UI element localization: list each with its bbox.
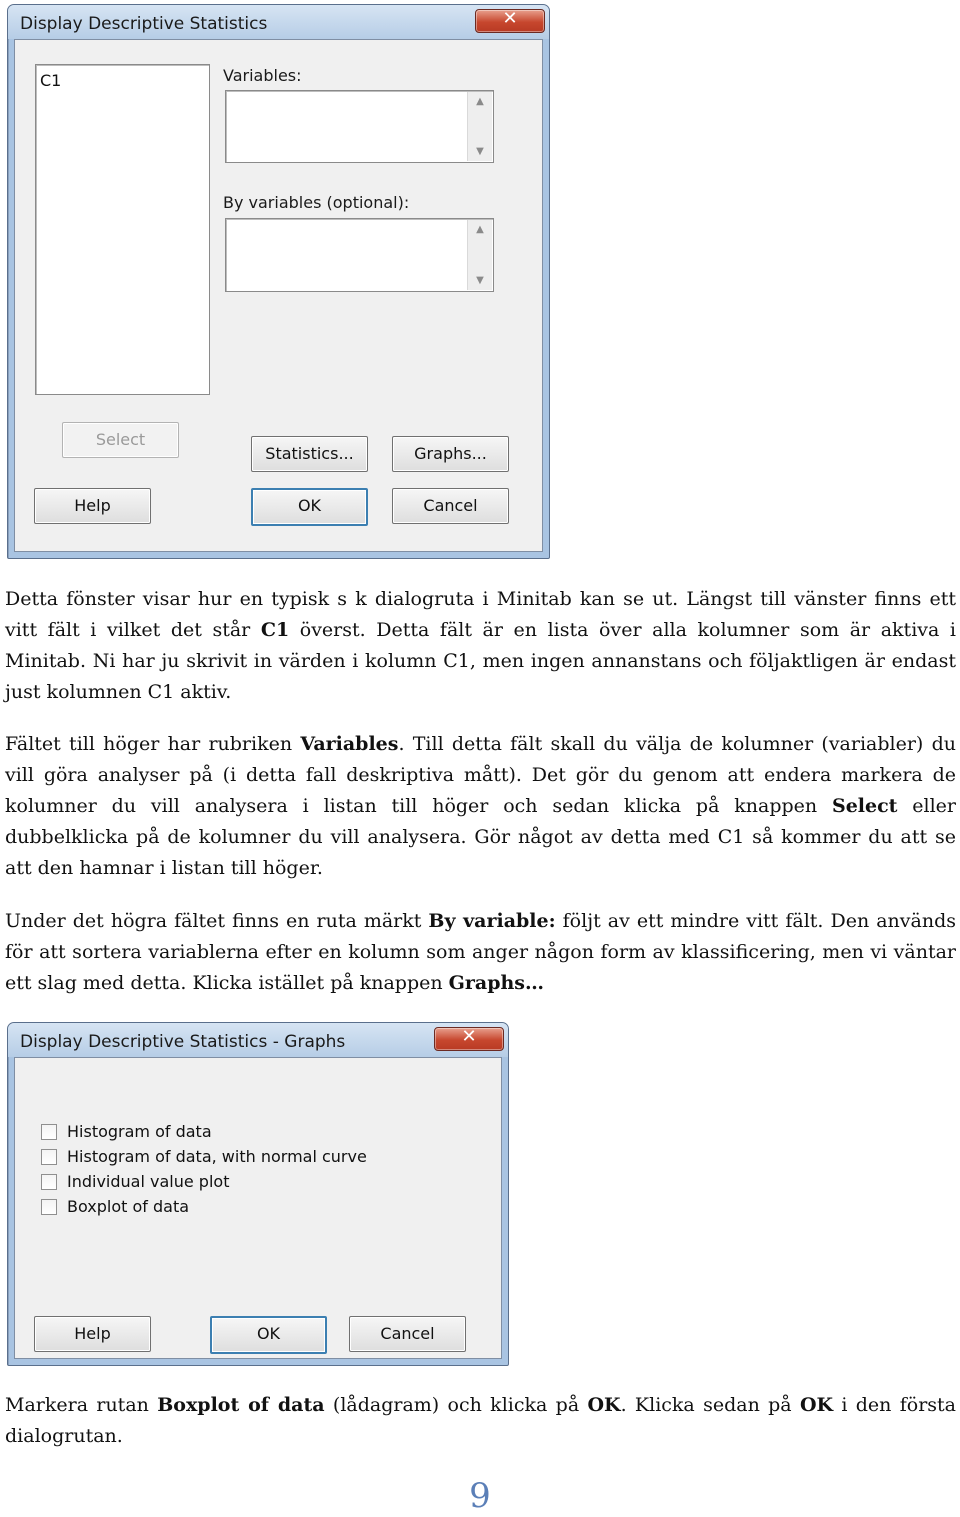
text: Detta fönster visar hur en typisk s k dialogruta i Minitab kan se ut. Längst till vänster finns ett vitt fält i vilket det står bbox=[5, 588, 956, 641]
bold-text: OK bbox=[587, 1394, 621, 1416]
bold-text: Variables bbox=[300, 733, 399, 755]
columns-listbox[interactable] bbox=[35, 64, 210, 395]
help-button[interactable]: Help bbox=[34, 1316, 151, 1352]
checkbox-box[interactable] bbox=[41, 1124, 57, 1140]
checkbox-label: Individual value plot bbox=[67, 1172, 230, 1191]
statistics-button[interactable]: Statistics... bbox=[251, 436, 368, 472]
by-variables-scrollbar[interactable] bbox=[467, 220, 492, 290]
dialog-titlebar bbox=[8, 5, 549, 39]
close-button[interactable] bbox=[434, 1027, 504, 1051]
text: överst. Detta fält är en lista över alla kolumner som är aktiva i Minitab. Ni har ju skrivit in värden i kolumn C1, men ingen annanstans och följaktligen är endast just kolumnen C1 aktiv. bbox=[5, 619, 956, 703]
text: följt av ett mindre vitt fält. Den används för att sortera variablerna efter en kolumn som anger någon form av klassificering, men vi väntar ett slag med detta. Klicka istället på knappen bbox=[5, 910, 956, 994]
scroll-up-icon[interactable]: ▲ bbox=[476, 224, 484, 235]
dialog-title: Display Descriptive Statistics bbox=[20, 14, 268, 34]
dialog-title: Display Descriptive Statistics - Graphs bbox=[20, 1032, 346, 1052]
checkbox-label: Boxplot of data bbox=[67, 1197, 190, 1216]
bold-text: Graphs… bbox=[448, 972, 544, 994]
variables-label: Variables: bbox=[223, 66, 302, 85]
text: eller dubbelklicka på de kolumner du vill analysera. Gör något av detta med C1 så kommer du att se att den hamnar i listan till höger. bbox=[5, 795, 956, 879]
close-icon: ✕ bbox=[502, 8, 518, 29]
scroll-down-icon[interactable]: ▼ bbox=[476, 275, 484, 286]
ok-button[interactable]: OK bbox=[210, 1316, 327, 1354]
cancel-button[interactable]: Cancel bbox=[349, 1316, 466, 1352]
checkbox-label: Histogram of data bbox=[67, 1122, 212, 1141]
bold-text: OK bbox=[799, 1394, 834, 1416]
graphs-dialog bbox=[7, 1022, 509, 1366]
paragraph-4 bbox=[5, 1390, 956, 1452]
scroll-up-icon[interactable]: ▲ bbox=[476, 96, 484, 107]
graphs-button[interactable]: Graphs... bbox=[392, 436, 509, 472]
by-variables-field[interactable] bbox=[225, 218, 494, 292]
paragraph-3 bbox=[5, 906, 956, 999]
text: Under det högra fältet finns en ruta märkt bbox=[5, 910, 429, 932]
paragraph-2 bbox=[5, 729, 956, 884]
checkbox-box[interactable] bbox=[41, 1149, 57, 1165]
scroll-down-icon[interactable]: ▼ bbox=[476, 146, 484, 157]
checkbox-box[interactable] bbox=[41, 1199, 57, 1215]
close-button[interactable] bbox=[475, 9, 545, 33]
paragraph-1 bbox=[5, 584, 956, 708]
text: i den första dialogrutan. bbox=[5, 1394, 956, 1447]
help-button[interactable]: Help bbox=[34, 488, 151, 524]
bold-text: Select bbox=[831, 795, 898, 817]
bold-text: By variable: bbox=[428, 910, 556, 932]
cancel-button[interactable]: Cancel bbox=[392, 488, 509, 524]
page-number: 9 bbox=[469, 1476, 491, 1516]
column-item-c1[interactable]: C1 bbox=[40, 71, 62, 90]
dialog-client-area bbox=[14, 39, 543, 552]
descriptive-statistics-dialog bbox=[7, 4, 550, 559]
close-icon: ✕ bbox=[461, 1026, 477, 1047]
variables-field[interactable] bbox=[225, 90, 494, 163]
text: Fältet till höger har rubriken bbox=[5, 733, 301, 755]
bold-text: C1 bbox=[260, 619, 290, 641]
checkbox-box[interactable] bbox=[41, 1174, 57, 1190]
select-button[interactable]: Select bbox=[62, 422, 179, 458]
text: (lådagram) och klicka på bbox=[324, 1394, 588, 1416]
variables-scrollbar[interactable] bbox=[467, 92, 492, 161]
dialog-client-area bbox=[14, 1057, 502, 1359]
dialog-titlebar bbox=[8, 1023, 508, 1057]
ok-button[interactable]: OK bbox=[251, 488, 368, 526]
text: . Till detta fält skall du välja de kolumner (variabler) du vill göra analyser på (i detta fall deskriptiva mått). Det gör du genom att endera markera de kolumner du vill analysera i listan till höger och sedan klicka på knappen bbox=[5, 733, 956, 817]
by-variables-label: By variables (optional): bbox=[223, 193, 410, 212]
bold-text: Boxplot of data bbox=[157, 1394, 325, 1416]
text: . Klicka sedan på bbox=[620, 1394, 800, 1416]
text: Markera rutan bbox=[5, 1394, 158, 1416]
checkbox-label: Histogram of data, with normal curve bbox=[67, 1147, 367, 1166]
